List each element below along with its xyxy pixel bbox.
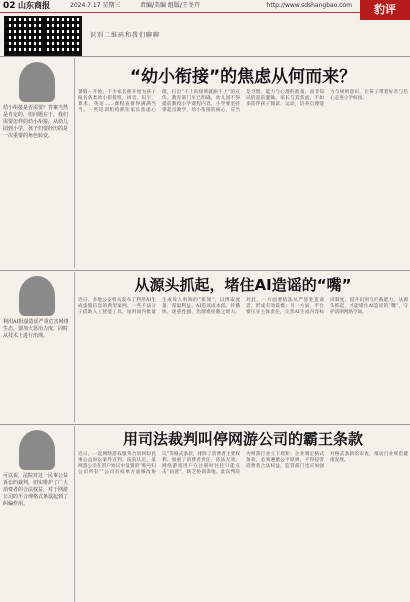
author-portrait [19,276,55,316]
article-1 [78,58,408,268]
article-headline: “幼小衔接”的焦虑从何而来？ [129,67,357,87]
author-portrait [19,62,55,102]
editor-credit: 责编/美编 组版/王冬卉 [140,2,200,9]
article-body: 暑假一开始，不少家长便开始为孩子报名各类幼小衔接班。拼音、识字、算术、英语……课程表排得满满当当。一些培训机构抓住家长焦虑心理，打出“不上衔接班就跟不上”的宣传。教育部门早已明确，幼儿园不得提前教授小学课程内容，小学要坚持零起点教学。幼小衔接的核心，应当是习惯、能力与心理的准备，而非知识的超前灌输。家长与其焦虑，不如多陪伴孩子阅读、运动，培养自理能力与规则意识，让孩子带着好奇与信心走进小学校园。 [78,90,408,114]
section-divider [0,56,410,57]
paper-name: 山东商报 [18,1,50,10]
sidebar-text: 幼小衔接是否需要？答案当然是肯定的，但问题在于，我们需要怎样的幼小衔接，从幼儿园到小学，孩子们要经历的是一次重要的角色转变。 [3,105,69,139]
article-body: 近日，多地公安机关发布了利用AI生成虚假信息的典型案例。一些不法分子借助人工智能工具，短时间内批量生成耸人听闻的“新闻”，以博取流量、谋取利益。AI造谣成本低、传播快、迷惑性强，治理难度随之增大。对此，一方面要依法从严惩处造谣者，形成有效震慑；另一方面，平台要压实主体责任，完善AI生成内容标识制度，提升识别与拦截能力。从源头抓起，才能堵住AI造谣的“嘴”，守护清朗网络空间。 [78,298,408,316]
article-headline: 从源头抓起，堵住AI造谣的“嘴” [134,276,352,294]
qr-code-icon[interactable] [42,16,82,56]
article-3-sidebar [0,426,75,602]
sidebar-text: 利用AI批量造谣严重危害网络生态，要加大惩治力度，同时从技术上进行治理。 [3,319,69,339]
issue-date: 2024.7.17 星期三 [70,2,121,9]
section-divider [0,424,410,425]
section-tag: 豹评 [360,0,410,20]
page-header [0,0,410,13]
slogan: 识别二维码和我们聊聊 [90,32,161,39]
article-3 [78,426,408,602]
author-portrait [19,430,55,470]
section-divider [0,270,410,271]
article-2 [78,272,408,422]
qr-code-icon[interactable] [4,16,44,56]
website-url[interactable]: http://www.sdshangbao.com [266,2,352,9]
article-2-sidebar [0,272,75,422]
page-number: 02 [3,1,16,11]
article-headline: 用司法裁判叫停网游公司的霸王条款 [122,430,363,448]
article-1-sidebar [0,58,75,268]
article-body: 近日，一起网络游戏服务合同纠纷民事公益诉讼案件宣判。法院认定，某网游公司在用户协议中设置的“账号归公司所有”“公司有权单方面修改协议”等格式条款，排除了消费者主要权利、加重了消费者责任，依法无效。网络游戏用户在注册时往往只能点击“同意”，缺乏协商余地。此次判决为网游行业立下规矩：企业制定格式条款，必须遵循公平原则，不得侵害消费者合法权益。监管部门也应加强对格式条款的审查，推动行业规范健康发展。 [78,452,408,476]
sidebar-text: 可以说，法院对这一民事公益诉讼的裁判，切实维护了广大消费者的合法权益，对于网游公司的不合理格式条款起到了纠偏作用。 [3,473,69,507]
